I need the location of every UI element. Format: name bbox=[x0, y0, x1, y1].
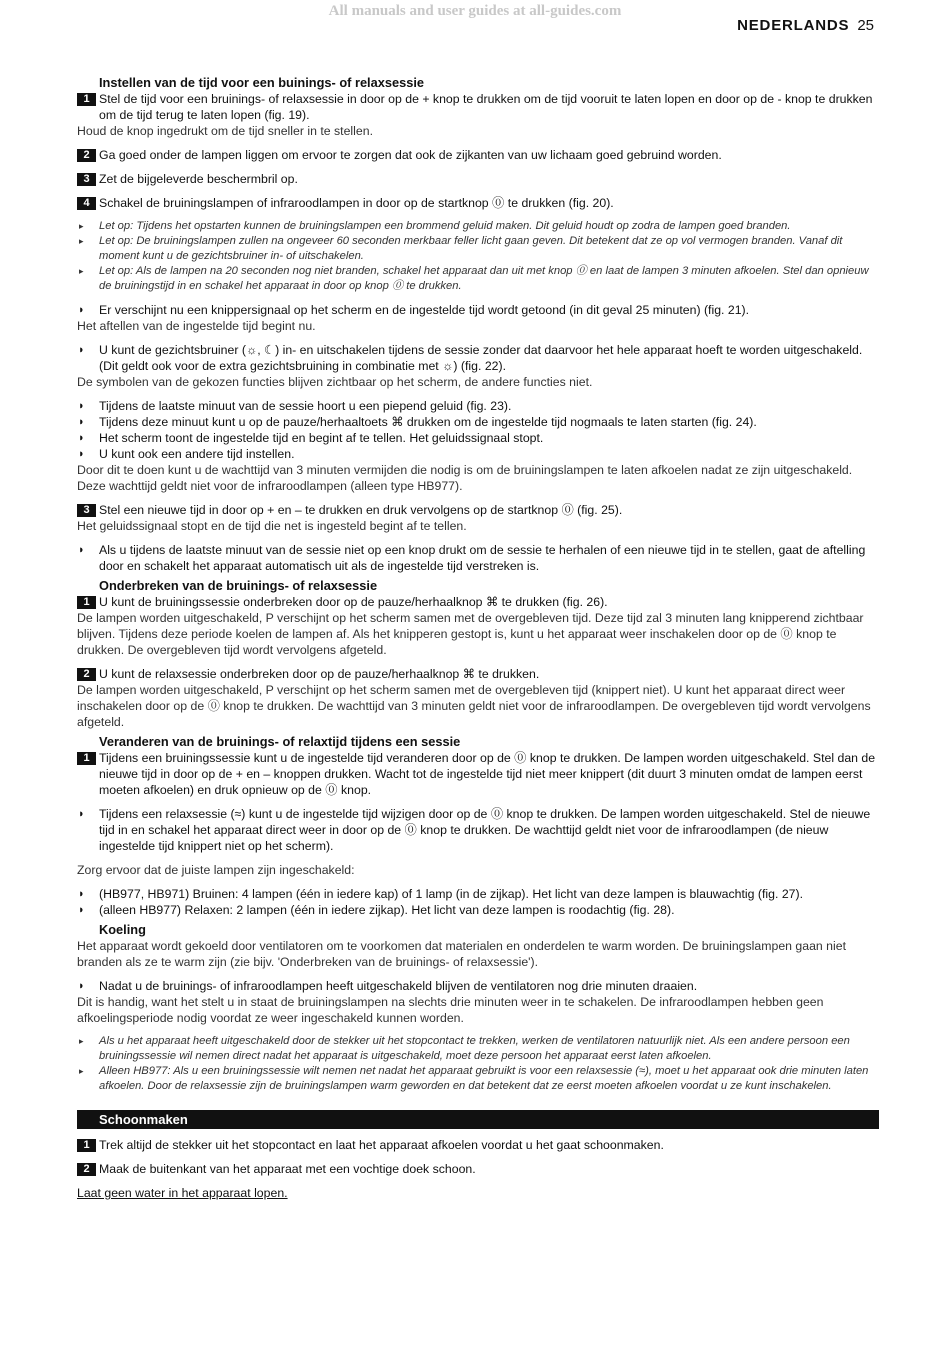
page-number: 25 bbox=[857, 17, 874, 34]
paragraph: Door dit te doen kunt u de wachttijd van 3 minuten vermijden die nodig is om de bruiningslampen te laten afkoelen nadat ze zijn uitgeschakeld. Deze wachttijd geldt niet voor de infraroodlampen (alleen type HB977). bbox=[77, 463, 853, 493]
paragraph: Zorg ervoor dat de juiste lampen zijn ingeschakeld: bbox=[77, 863, 355, 877]
bullet-item: ◗ U kunt ook een andere tijd instellen. bbox=[77, 446, 877, 462]
language-label: NEDERLANDS bbox=[737, 17, 850, 34]
step-text: Stel een nieuwe tijd in door op + en – te drukken en druk vervolgens op de startknop ⓪ (fig. 25). bbox=[99, 503, 623, 517]
section-title-time: Instellen van de tijd voor een buinings- of relaxsessie bbox=[99, 75, 424, 90]
step-number: 2 bbox=[77, 668, 96, 681]
watermark: All manuals and user guides at all-guides.com bbox=[328, 3, 622, 19]
note: ▸ Let op: Tijdens het opstarten kunnen de bruiningslampen een brommend geluid maken. Dit geluid houdt op zodra de lampen goed branden. bbox=[77, 219, 877, 234]
section-title-cooling: Koeling bbox=[99, 922, 146, 937]
step-text: Trek altijd de stekker uit het stopcontact en laat het apparaat afkoelen voordat u het gaat schoonmaken. bbox=[99, 1138, 664, 1152]
bullet-item: ◗ (HB977, HB971) Bruinen: 4 lampen (één in iedere kap) of 1 lamp (in de zijkap). Het licht van deze lampen is blauwachtig (fig. 27). bbox=[77, 886, 877, 902]
paragraph: Houd de knop ingedrukt om de tijd sneller in te stellen. bbox=[77, 124, 373, 138]
step-text: U kunt de relaxsessie onderbreken door op de pauze/herhaalknop ⌘ te drukken. bbox=[99, 667, 540, 681]
section-title-change-time: Veranderen van de bruinings- of relaxtijd tijdens een sessie bbox=[99, 734, 461, 749]
step-text: Stel de tijd voor een bruinings- of relaxsessie in door op de + knop te drukken om de tijd vooruit te laten lopen en door op de - knop te drukken om de tijd terug te laten lopen (fig. 19). bbox=[99, 92, 873, 122]
step-text: Maak de buitenkant van het apparaat met een vochtige doek schoon. bbox=[99, 1162, 476, 1176]
bullet-item: ◗ Tijdens een relaxsessie (≈) kunt u de ingestelde tijd wijzigen door op de ⓪ knop te drukken. De lampen worden uitgeschakeld. Stel de nieuwe tijd in en schakel het apparaat direct weer in door op de ⓪ knop te drukken. De wachttijd geldt niet voor de infraroodlampen (de nieuw ingestelde tijd knippert niet op het scherm). bbox=[77, 806, 877, 854]
step-text: Zet de bijgeleverde beschermbril op. bbox=[99, 172, 298, 186]
bullet-item: ◗ Nadat u de bruinings- of infraroodlampen heeft uitgeschakeld blijven de ventilatoren nog drie minuten draaien. bbox=[77, 978, 877, 994]
paragraph: De symbolen van de gekozen functies blijven zichtbaar op het scherm, de andere functies niet. bbox=[77, 375, 593, 389]
step-text: Tijdens een bruiningssessie kunt u de ingestelde tijd veranderen door op de ⓪ knop te drukken. De lampen worden uitgeschakeld. Stel dan de nieuwe tijd in door op de + en – knoppen drukken. Wacht tot de ingestelde tijd niet meer knippert (dit duurt 3 minuten omdat de lampen eerst moeten afkoelen) en druk opnieuw op de ⓪ knop. bbox=[99, 751, 876, 797]
bullet-item: ◗ Het scherm toont de ingestelde tijd en begint af te tellen. Het geluidssignaal stopt. bbox=[77, 430, 877, 446]
bullet-item: ◗ Tijdens deze minuut kunt u op de pauze/herhaaltoets ⌘ drukken om de ingestelde tijd nogmaals te laten starten (fig. 24). bbox=[77, 414, 877, 430]
document-body bbox=[77, 75, 877, 1201]
step bbox=[77, 502, 877, 518]
bullet-item: ◗ Tijdens de laatste minuut van de sessie hoort u een piepend geluid (fig. 23). bbox=[77, 398, 877, 414]
bullet-item: ◗ U kunt de gezichtsbruiner (☼, ☾) in- en uitschakelen tijdens de sessie zonder dat daarvoor het hele apparaat hoeft te worden uitgeschakeld. (Dit geldt ook voor de extra gezichtsbruining in combinatie met ☼) (fig. 22). bbox=[77, 342, 877, 374]
step bbox=[77, 171, 877, 187]
step bbox=[77, 1161, 877, 1177]
section-bar-cleaning: Schoonmaken bbox=[77, 1110, 879, 1129]
note: ▸ Let op: De bruiningslampen zullen na ongeveer 60 seconden merkbaar feller licht gaan geven. Dit betekent dat ze op vol vermogen branden. Vanaf dit moment kunt u de gezichtsbruiner in- of uitschakelen. bbox=[77, 234, 877, 264]
paragraph: Het aftellen van de ingestelde tijd begint nu. bbox=[77, 319, 316, 333]
note: ▸ Let op: Als de lampen na 20 seconden nog niet branden, schakel het apparaat dan uit met knop ⓪ en laat de lampen 3 minuten afkoelen. Stel dan opnieuw de bruiningstijd in en schakel het apparaat in door op knop ⓪ te drukken. bbox=[77, 264, 877, 294]
step-number: 2 bbox=[77, 1163, 96, 1176]
note: ▸ Als u het apparaat heeft uitgeschakeld door de stekker uit het stopcontact te trekken, werken de ventilatoren natuurlijk niet. Als een andere persoon een bruiningssessie wil nemen direct nadat het apparaat is uitgeschakeld, moet deze persoon het apparaat eerst laten afkoelen. bbox=[77, 1034, 877, 1064]
paragraph: De lampen worden uitgeschakeld, P verschijnt op het scherm samen met de overgebleven tijd. Deze tijd zal 3 minuten lang knipperend zichtbaar blijven. Tijdens deze periode koelen de lampen af. Als het knipperen gestopt is, kunt u het apparaat weer inschakelen door op de ⓪ knop te drukken. De overgebleven tijd wordt vervolgens afgeteld. bbox=[77, 611, 864, 657]
step-text: Schakel de bruiningslampen of infraroodlampen in door op de startknop ⓪ te drukken (fig. 20). bbox=[99, 196, 614, 210]
step-text: Ga goed onder de lampen liggen om ervoor te zorgen dat ook de zijkanten van uw lichaam goed gebruind worden. bbox=[99, 148, 722, 162]
paragraph: Het geluidssignaal stopt en de tijd die net is ingesteld begint af te tellen. bbox=[77, 519, 467, 533]
warning-text: Laat geen water in het apparaat lopen. bbox=[77, 1186, 288, 1200]
step bbox=[77, 666, 877, 682]
paragraph: Dit is handig, want het stelt u in staat de bruiningslampen na slechts drie minuten weer in te schakelen. De infraroodlampen hebben geen afkoelingsperiode nodig voordat ze weer ingeschakeld kunnen worden. bbox=[77, 995, 824, 1025]
page-header bbox=[737, 17, 874, 34]
step bbox=[77, 195, 877, 211]
bullet-item: ◗ (alleen HB977) Relaxen: 2 lampen (één in iedere zijkap). Het licht van deze lampen is roodachtig (fig. 28). bbox=[77, 902, 877, 918]
paragraph: Het apparaat wordt gekoeld door ventilatoren om te voorkomen dat materialen en onderdelen te warm worden. De bruiningslampen gaan niet branden als ze te warm zijn (zie bijv. 'Onderbreken van de bruinings- of relaxsessie'). bbox=[77, 939, 847, 969]
step-number: 3 bbox=[77, 504, 96, 517]
step bbox=[77, 91, 877, 123]
step bbox=[77, 1137, 877, 1153]
step bbox=[77, 147, 877, 163]
bullet-item: ◗ Als u tijdens de laatste minuut van de sessie niet op een knop drukt om de sessie te herhalen of een nieuwe tijd in te stellen, gaat de aftelling door en schakelt het apparaat automatisch uit als de ingestelde tijd verstreken is. bbox=[77, 542, 877, 574]
step-text: U kunt de bruiningssessie onderbreken door op de pauze/herhaalknop ⌘ te drukken (fig. 26). bbox=[99, 595, 608, 609]
step-number: 1 bbox=[77, 596, 96, 609]
paragraph: De lampen worden uitgeschakeld, P verschijnt op het scherm samen met de overgebleven tijd (knippert niet). U kunt het apparaat direct weer inschakelen door op de ⓪ knop te drukken. De wachttijd van 3 minuten geldt niet voor de infraroodlampen. De overgebleven tijd wordt vervolgens afgeteld. bbox=[77, 683, 871, 729]
step-number: 4 bbox=[77, 197, 96, 210]
step-number: 2 bbox=[77, 149, 96, 162]
note: ▸ Alleen HB977: Als u een bruiningssessie wilt nemen net nadat het apparaat gebruikt is voor een relaxsessie (≈), moet u het apparaat ook drie minuten laten afkoelen. Door de relaxsessie zijn de bruiningslampen warm geworden en dat betekent dat ze eerst moeten afkoelen voordat u ze kunt inschakelen. bbox=[77, 1064, 877, 1094]
step-number: 1 bbox=[77, 93, 96, 106]
step-number: 1 bbox=[77, 752, 96, 765]
section-title-interrupt: Onderbreken van de bruinings- of relaxsessie bbox=[99, 578, 378, 593]
step-number: 3 bbox=[77, 173, 96, 186]
step bbox=[77, 594, 877, 610]
step bbox=[77, 750, 877, 798]
bullet-item: ◗ Er verschijnt nu een knippersignaal op het scherm en de ingestelde tijd wordt getoond (in dit geval 25 minuten) (fig. 21). bbox=[77, 302, 877, 318]
step-number: 1 bbox=[77, 1139, 96, 1152]
